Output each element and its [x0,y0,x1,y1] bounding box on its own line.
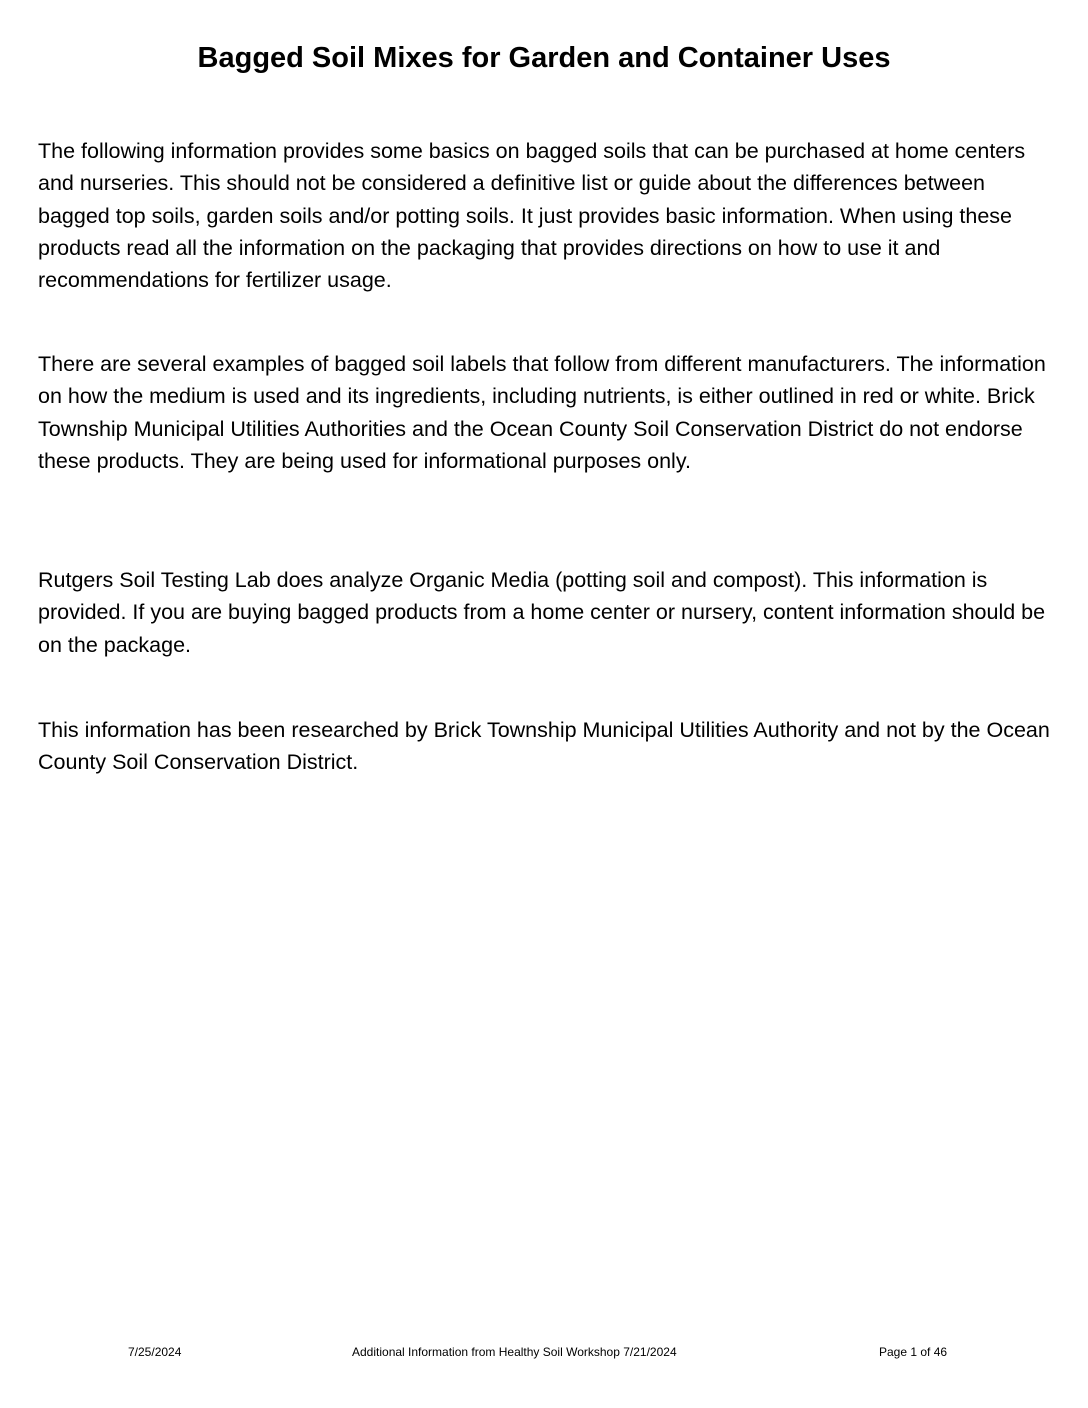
footer-page-number: Page 1 of 46 [879,1345,948,1359]
footer-date: 7/25/2024 [128,1345,182,1359]
labels-paragraph: There are several examples of bagged soil labels that follow from different manufacturers. The information on how the medium is used and its ingredients, including nutrients, is either outlined in red or white. Brick Township Municipal Utilities Authorities and the Ocean County Soil Conservation District do not endorse these products. They are being used for informational purposes only. [38,352,1046,473]
footer-caption: Additional Information from Healthy Soil Workshop 7/21/2024 [352,1345,677,1359]
intro-paragraph: The following information provides some basics on bagged soils that can be purchased at home centers and nurseries. This should not be considered a definitive list or guide about the differences between bagged top soils, garden soils and/or potting soils. It just provides basic information. When using these products read all the information on the packaging that provides directions on how to use it and recommendations for fertilizer usage. [38,139,1026,293]
page-title: Bagged Soil Mixes for Garden and Container Uses [197,42,891,74]
rutgers-paragraph: Rutgers Soil Testing Lab does analyze Organic Media (potting soil and compost). This information is provided. If you are buying bagged products from a home center or nursery, content information should be on the package. [38,568,1046,657]
research-paragraph: This information has been researched by Brick Township Municipal Utilities Authority and not by the Ocean County Soil Conservation District. [38,718,1050,775]
